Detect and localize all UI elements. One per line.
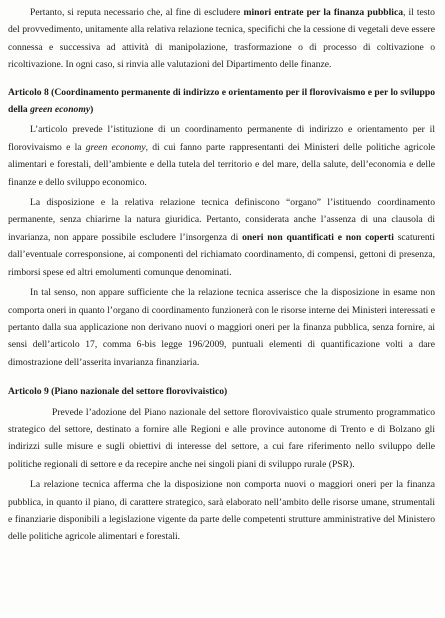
intro-bold-phrase: minori entrate per la finanza pubblica	[243, 7, 404, 18]
a8p1-italic: green economy	[85, 141, 146, 153]
article-9-heading: Articolo 9 (Piano nazionale del settore florovivaistico)	[8, 386, 228, 398]
intro-text-2: , il testo del provvedimento, unitamente alla relativa relazione tecnica, specifichi che la cessione di vegetali deve essere connessa e successiva ad attività di manipolazione, trasformazione o di processo di coltivazione o ricoltivazione. In ogni caso, si rinvia alle valutazioni del Dipartimento delle finanze.	[8, 7, 435, 71]
article-8-paragraph-2	[8, 194, 435, 281]
article-8-title-end: )	[90, 104, 94, 116]
a8p2-text-1: La disposizione e la relativa relazione tecnica definiscono “organo” l’istituendo coordinamento permanente, senza chiarirne la natura giuridica. Pertanto, considerata anche l’assenza di una clausola di invarianza, non appare possibile escludere l’insorgenza di	[8, 197, 435, 243]
intro-text-1: Pertanto, si reputa necessario che, al fine di escludere	[30, 7, 244, 18]
a8p2-bold-phrase: oneri non quantificati e non coperti	[242, 231, 394, 243]
article-9-paragraph-2: La relazione tecnica afferma che la disposizione non comporta nuovi o maggiori oneri per la finanza pubblica, in quanto il piano, di carattere strategico, sarà elaborato nell’ambito delle risorse umane, strumentali e finanziarie disponibili a legislazione vigente da parte delle competenti strutture amministrative del Ministero delle politiche agricole alimentari e forestali.	[8, 479, 435, 543]
article-9-paragraph-1: Prevede l’adozione del Piano nazionale del settore florovivaistico quale strumento programmatico strategico del settore, destinato a fornire alle Regioni e alle province autonome di Trento e di Bolzano gli indirizzi sulle misure e sugli obiettivi di interesse del settore, a cui fare riferimento nello sviluppo delle politiche regionali di settore e da recepire anche nei singoli piani di sviluppo rurale (PSR).	[8, 406, 435, 470]
article-8-title-italic: green economy	[30, 104, 91, 116]
article-8-paragraph-1	[8, 121, 435, 191]
article-8-title: Articolo 8 (Coordinamento permanente di indirizzo e orientamento per il florovivaismo e per lo sviluppo della	[8, 86, 435, 116]
a8p2-text-2: scaturenti dall’eventuale corresponsione, ai componenti del richiamato coordinamento, di compensi, gettoni di presenza, rimborsi spese ed altri emolumenti comunque denominati.	[8, 231, 435, 278]
a8p1-text-2: , di cui fanno parte rappresentanti dei Ministeri delle politiche agricole alimentari e forestali, dell’ambiente e della tutela del territorio e del mare, della salute, dell’economia e delle finanze e dello sviluppo economico.	[8, 141, 435, 188]
a8p1-text-1: L’articolo prevede l’istituzione di un coordinamento permanente di indirizzo e orientamento per il florovivaismo e la	[8, 124, 435, 153]
article-8-paragraph-3: In tal senso, non appare sufficiente che la relazione tecnica asserisce che la disposizione in esame non comporta oneri in quanto l’organo di coordinamento funzionerà con le risorse interne dei Ministeri interessati e pertanto dalla sua applicazione non derivano nuovi o maggiori oneri per la finanza pubblica, senza fornire, ai sensi dell’articolo 17, comma 6-bis legge 196/2009, puntuali elementi di quantificazione volti a dare dimostrazione dell’asserita invarianza finanziaria.	[8, 287, 435, 368]
article-8-heading	[8, 84, 435, 119]
intro-paragraph	[8, 4, 435, 74]
